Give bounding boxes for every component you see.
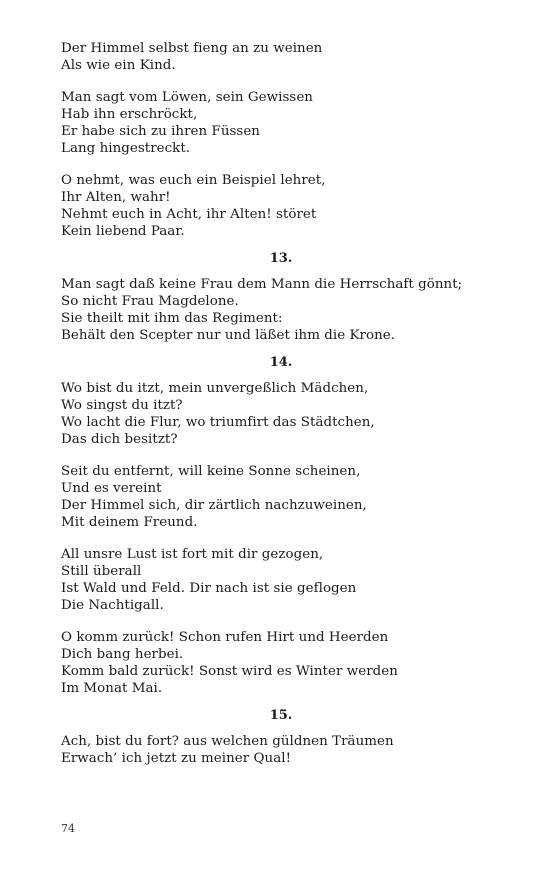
verse-line: Ach, bist du fort? aus welchen güldnen Träumen [61,734,394,749]
poem-number: 14. [269,355,293,370]
verse-line: Man sagt daß keine Frau dem Mann die Herrschaft gönnt; [61,277,463,292]
verse-line: All unsre Lust ist fort mit dir gezogen, [61,547,324,562]
poem-text [61,40,501,767]
stanza [61,463,501,531]
verse-line: O komm zurück! Schon rufen Hirt und Heerden [61,630,389,645]
verse-line: Nehmt euch in Acht, ihr Alten! störet [61,207,317,222]
verse-line: Seit du entfernt, will keine Sonne scheinen, [61,464,361,479]
poem-number: 13. [269,251,293,266]
verse-line: Behält den Scepter nur und läßet ihm die Krone. [61,328,396,343]
page-number: 74 [61,822,75,835]
stanza [61,89,501,157]
stanza [61,380,501,448]
poem-14 [61,354,501,697]
stanza [61,546,501,614]
verse-line: Im Monat Mai. [61,681,163,696]
verse-line: Lang hingestreckt. [61,141,191,156]
verse-line: So nicht Frau Magdelone. [61,294,239,309]
verse-line: Man sagt vom Löwen, sein Gewissen [61,90,313,105]
stanza [61,733,501,767]
verse-line: Wo singst du itzt? [61,398,183,413]
verse-line: Die Nachtigall. [61,598,164,613]
verse-line: Kein liebend Paar. [61,224,185,239]
verse-line: O nehmt, was euch ein Beispiel lehret, [61,173,326,188]
verse-line: Er habe sich zu ihren Füssen [61,124,260,139]
poem-13 [61,250,501,344]
stanza [61,276,501,344]
poem-15 [61,707,501,767]
stanza [61,629,501,697]
verse-line: Sie theilt mit ihm das Regiment: [61,311,283,326]
verse-line: Wo bist du itzt, mein unvergeßlich Mädchen, [61,381,369,396]
verse-line: Und es vereint [61,481,162,496]
verse-line: Als wie ein Kind. [61,58,176,73]
verse-line: Erwach’ ich jetzt zu meiner Qual! [61,751,292,766]
verse-line: Dich bang herbei. [61,647,184,662]
stanza [61,172,501,240]
verse-line: Ihr Alten, wahr! [61,190,171,205]
stanza [61,40,501,74]
poem-number: 15. [269,708,293,723]
verse-line: Still überall [61,564,142,579]
verse-line: Der Himmel sich, dir zärtlich nachzuweinen, [61,498,367,513]
verse-line: Ist Wald und Feld. Dir nach ist sie geflogen [61,581,357,596]
verse-line: Mit deinem Freund. [61,515,198,530]
verse-line: Wo lacht die Flur, wo triumfirt das Städtchen, [61,415,375,430]
poem-12-continued [61,40,501,240]
verse-line: Das dich besitzt? [61,432,178,447]
verse-line: Hab ihn erschröckt, [61,107,198,122]
verse-line: Der Himmel selbst fieng an zu weinen [61,41,323,56]
verse-line: Komm bald zurück! Sonst wird es Winter werden [61,664,398,679]
